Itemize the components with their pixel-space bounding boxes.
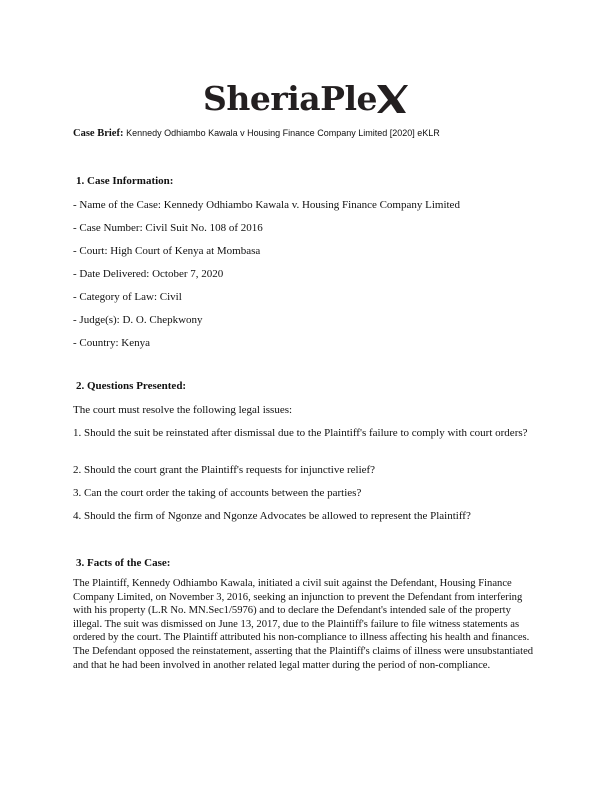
case-information-section [73, 175, 543, 349]
questions-section [73, 380, 543, 522]
case-brief-citation: Kennedy Odhiambo Kawala v Housing Finance Company Limited [2020] eKLR [126, 128, 440, 138]
case-brief-label: Case Brief: [73, 128, 124, 139]
category-of-law-item: - Category of Law: Civil [73, 291, 182, 303]
case-brief-title [73, 128, 440, 139]
facts-heading: 3. Facts of the Case: [76, 557, 171, 569]
facts-paragraph: The Plaintiff, Kennedy Odhiambo Kawala, initiated a civil suit against the Defendant, Housing Finance Company Limited, on November 3, 2016, seeking an injunction to prevent the Defendant from interfering with his property (L.R No. MN.Sec1/5976) and to declare the Defendant's intended sale of the property illegal. The suit was dismissed on June 13, 2017, due to the Plaintiff's failure to file witness statements as ordered by the court. The Plaintiff attributed his non-compliance to illness affecting his health and finances. The Defendant opposed the reinstatement, asserting that the Plaintiff's claims of illness were unsubstantiated and that he had been involved in another related legal matter during the period of non-compliance. [73, 578, 534, 671]
case-number-item: - Case Number: Civil Suit No. 108 of 2016 [73, 222, 263, 234]
question-item: 4. Should the firm of Ngonze and Ngonze Advocates be allowed to represent the Plaintiff? [73, 510, 471, 522]
judges-item: - Judge(s): D. O. Chepkwony [73, 314, 203, 326]
sheriaplex-logo [0, 76, 612, 120]
question-item: 1. Should the suit be reinstated after dismissal due to the Plaintiff's failure to comply with court orders? [73, 427, 528, 439]
case-name-item: - Name of the Case: Kennedy Odhiambo Kawala v. Housing Finance Company Limited [73, 199, 460, 211]
facts-section [73, 557, 543, 671]
question-item: 2. Should the court grant the Plaintiff's requests for injunctive relief? [73, 464, 376, 476]
logo-x-mark-icon [375, 82, 409, 116]
questions-heading: 2. Questions Presented: [76, 380, 187, 392]
logo-wordmark: SheriaPle [203, 78, 377, 118]
question-item: 3. Can the court order the taking of accounts between the parties? [73, 487, 362, 499]
date-delivered-item: - Date Delivered: October 7, 2020 [73, 268, 224, 280]
court-item: - Court: High Court of Kenya at Mombasa [73, 245, 261, 257]
case-information-heading: 1. Case Information: [76, 175, 174, 187]
questions-intro: The court must resolve the following legal issues: [73, 404, 293, 416]
country-item: - Country: Kenya [73, 337, 150, 349]
